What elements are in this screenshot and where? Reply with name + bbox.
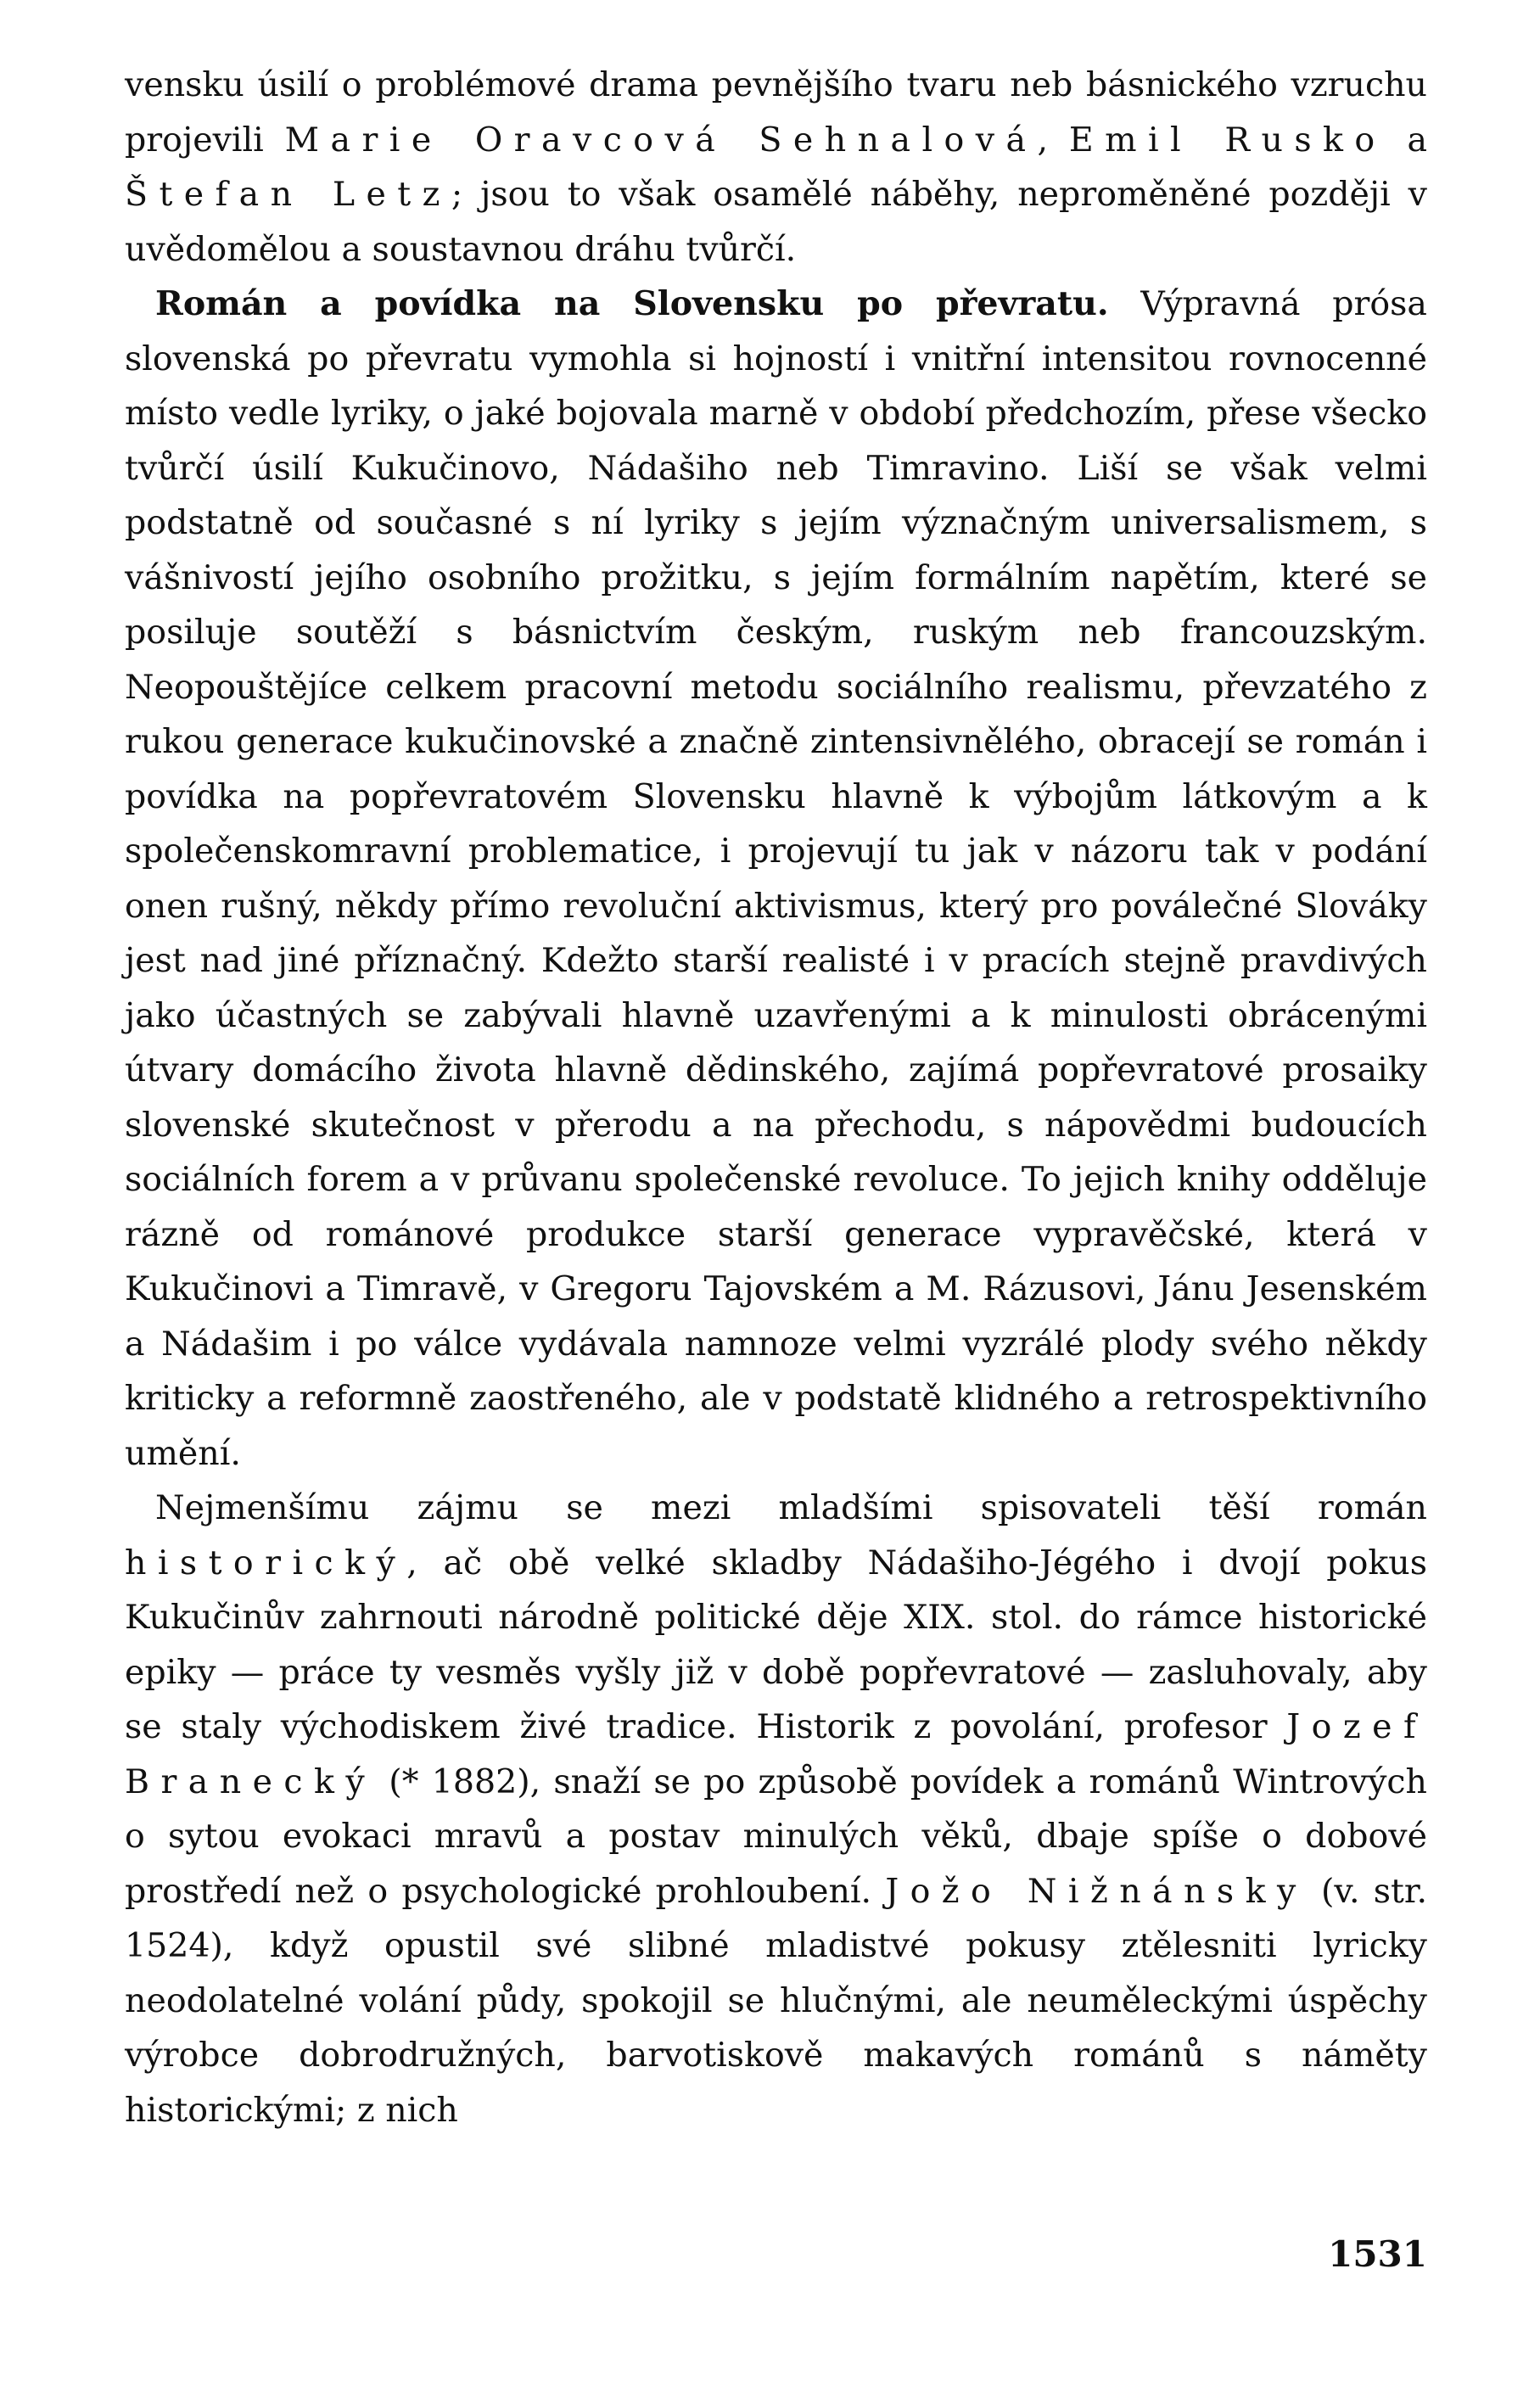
author-name: Emil Rusko: [1068, 120, 1386, 160]
text-run: ,: [1037, 120, 1069, 160]
author-name: Jozef Branecký: [125, 1707, 1427, 1801]
text-run: a: [1386, 120, 1427, 160]
text-run: (v. str. 1524), když opustil své slibné mladistvé pokusy ztělesniti lyricky neodolatelné volání půdy, spokojil se hlučnými, ale neuměleckými úspěchy výrobce dobrodružných, barvotiskově makavých románů s náměty historickými; z nich: [125, 1871, 1427, 2130]
author-name: Jožo Nižnánsky: [885, 1871, 1308, 1911]
text-run: ; jsou to však osamělé náběhy, neproměněné později v uvědomělou a soustavnou dráhu tvůrčí.: [125, 175, 1428, 269]
text-run: (* 1882), snaží se po způsobě povídek a románů Wintrových o sytou evokaci mravů a postav minulých věků, dbaje spíše o dobové prostředí než o psychologické prohloubení.: [125, 1762, 1427, 1911]
author-name: Marie Oravcová Sehnalová: [284, 120, 1038, 160]
page-number: 1531: [1328, 2233, 1427, 2275]
section-body: Výpravná prósa slovenská po převratu vymohla si hojností i vnitřní intensitou rovnocenné místo vedle lyriky, o jaké bojovala marně v období předchozím, přese všecko tvůrčí úsilí Kukučinovo, Nádašiho neb Timravino. Liší se však velmi podstatně od současné s ní lyriky s jejím význačným universalismem, s vášnivostí jejího osobního prožitku, s jejím formálním napětím, které se posiluje soutěží s básnictvím českým, ruským neb francouzským. Neopouštějíce celkem pracovní metodu sociálního realismu, převzatého z rukou generace kukučinovské a značně zintensivnělého, obracejí se román i povídka na popřevratovém Slovensku hlavně k výbojům látkovým a k společenskomravní problematice, i projevují tu jak v názoru tak v podání onen rušný, někdy přímo revoluční aktivismus, který pro poválečné Slováky jest nad jiné příznačný. Kdežto starší realisté i v pracích stejně pravdivých jako účastných se zabývali hlavně uzavřenými a k minulosti obrácenými útvary domácího života hlavně dědinského, zajímá popřevratové prosaiky slovenské skutečnost v přerodu a na přechodu, s nápovědmi budoucích sociálních forem a v průvanu společenské revoluce. To jejich knihy odděluje rázně od románové produkce starší generace vypravěčské, která v Kukučinovi a Timravě, v Gregoru Tajovském a M. Rázusovi, Jánu Jesenském a Nádašim i po válce vydávala namnoze velmi vyzrálé plody svého někdy kriticky a reformně zaostřeného, ale v podstatě klidného a retrospektivního umění.: [125, 284, 1427, 1473]
page-text: [125, 58, 1427, 2137]
text-run: , ač obě velké skladby Nádašiho-Jégého i dvojí pokus Kukučinův zahrnouti národně politické děje XIX. stol. do rámce historické epiky — práce ty vesměs vyšly již v době popřevratové — zasluhovaly, aby se staly východiskem živé tradice. Historik z povolání, profesor: [125, 1543, 1427, 1746]
author-name: Štefan Letz: [125, 175, 451, 214]
paragraph-continued: [125, 58, 1427, 277]
text-run: Nejmenšímu zájmu se mezi mladšími spisovateli těší román: [155, 1488, 1427, 1527]
paragraph-historical-novel: [125, 1481, 1427, 2137]
section-heading: Román a povídka na Slovensku po převratu.: [155, 284, 1109, 323]
paragraph-section: [125, 277, 1427, 1481]
text-run: vensku úsilí o problémové drama pevnějšího tvaru neb básnického vzruchu projevili: [125, 65, 1427, 160]
spaced-term: historický: [125, 1543, 407, 1582]
